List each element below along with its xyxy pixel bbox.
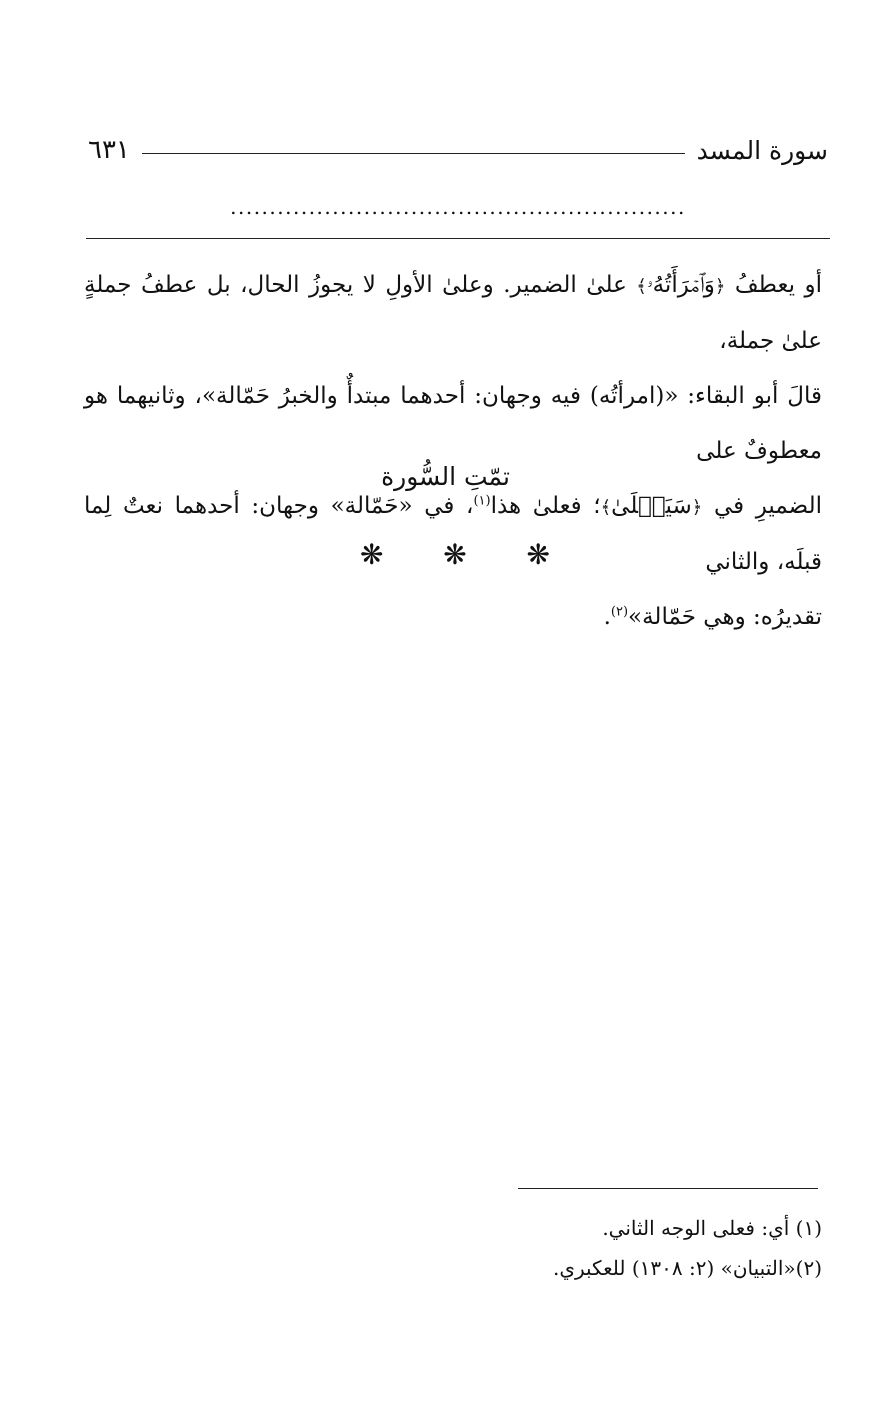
footnote-2: (٢)«التبيان» (٢: ١٣٠٨) للعكبري. [552, 1256, 822, 1280]
footnotes [300, 1208, 822, 1288]
ellipsis-dotted-line: .......................................................... [230, 196, 686, 218]
page-number: ٦٣١ [88, 135, 130, 165]
footnote-ref-1[interactable]: (١) [473, 493, 491, 509]
quran-quote: وَٱمۡرَأَتُهُۥ [646, 272, 715, 298]
quran-bracket-close: ﴾ [636, 276, 647, 297]
section-divider-stars [360, 535, 550, 575]
body-line-1: أو يعطفُ ﴿وَٱمۡرَأَتُهُۥ﴾ علىٰ الضمير. وعلىٰ الأولِ لا يجوزُ الحال، بل عطفُ جملةٍ علىٰ جملة، [84, 272, 822, 354]
page-header [88, 128, 828, 172]
quran-bracket-open: ﴿ [714, 276, 726, 297]
quran-quote: سَيَصۡلَىٰ [611, 493, 692, 519]
header-rule [142, 153, 685, 154]
quran-bracket-close: ﴾ [600, 497, 612, 518]
body-line-4: تقديرُه: وهي حَمّالة»$^{(٢)}$. [603, 604, 822, 630]
asterism-star-icon: ❋ [526, 538, 550, 571]
surah-end-title: تمّتِ السُّورة [381, 462, 510, 491]
body-line-2: قالَ أبو البقاء: «(امرأتُه) فيه وجهان: أحدهما مبتدأٌ والخبرُ حَمّالة»، وثانيهما هو معطوفٌ على [84, 383, 822, 464]
asterism-star-icon: ❋ [443, 538, 467, 571]
body-text [84, 258, 822, 645]
asterism-star-icon: ❋ [360, 538, 384, 571]
footnote-1: (١) أي: فعلى الوجه الثاني. [602, 1216, 822, 1240]
body-line-3: الضميرِ في ﴿سَيَصۡلَىٰ﴾؛ فعلىٰ هذا$^{(١)}$، في «حَمّالة» وجهان: أحدهما نعتٌ لِما قبلَه، والثاني [84, 493, 823, 575]
quran-bracket-open: ﴿ [691, 497, 703, 518]
footnote-separator [518, 1188, 818, 1189]
running-title: سورة المسد [696, 135, 828, 165]
footnote-ref-2[interactable]: (٢) [610, 604, 629, 620]
top-rule [86, 238, 830, 239]
